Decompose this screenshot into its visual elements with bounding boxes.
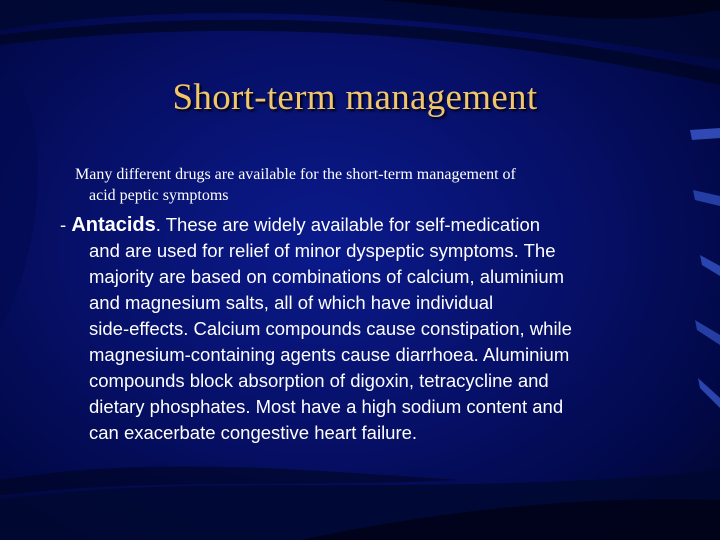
intro-line: Many different drugs are available for the short-term management of — [75, 166, 516, 183]
intro-line: acid peptic symptoms — [89, 187, 229, 204]
bullet-first-line — [60, 212, 680, 238]
bullet-dash: - — [60, 214, 72, 235]
antacids-bullet — [60, 212, 680, 446]
bullet-line: dietary phosphates. Most have a high sodium content and — [89, 396, 564, 417]
bullet-line: side-effects. Calcium compounds cause constipation, while — [89, 318, 572, 339]
intro-paragraph — [75, 164, 645, 206]
streak-right-1 — [690, 128, 720, 140]
streak-right-5 — [698, 378, 720, 408]
bullet-line: and are used for relief of minor dyspeptic symptoms. The — [89, 240, 556, 261]
streak-right-2 — [693, 190, 720, 206]
streak-right-4 — [695, 320, 720, 345]
bullet-first-text: . These are widely available for self-medication — [155, 214, 541, 235]
bullet-line: magnesium-containing agents cause diarrhoea. Aluminium — [89, 344, 570, 365]
bullet-line: and magnesium salts, all of which have individual — [89, 292, 494, 313]
bullet-line: can exacerbate congestive heart failure. — [89, 422, 418, 443]
bullet-term: Antacids — [71, 214, 156, 236]
streak-right-3 — [700, 255, 720, 276]
bullet-line: compounds block absorption of digoxin, tetracycline and — [89, 370, 549, 391]
slide-title: Short-term management — [172, 77, 538, 118]
bullet-line: majority are based on combinations of calcium, aluminium — [89, 266, 565, 287]
